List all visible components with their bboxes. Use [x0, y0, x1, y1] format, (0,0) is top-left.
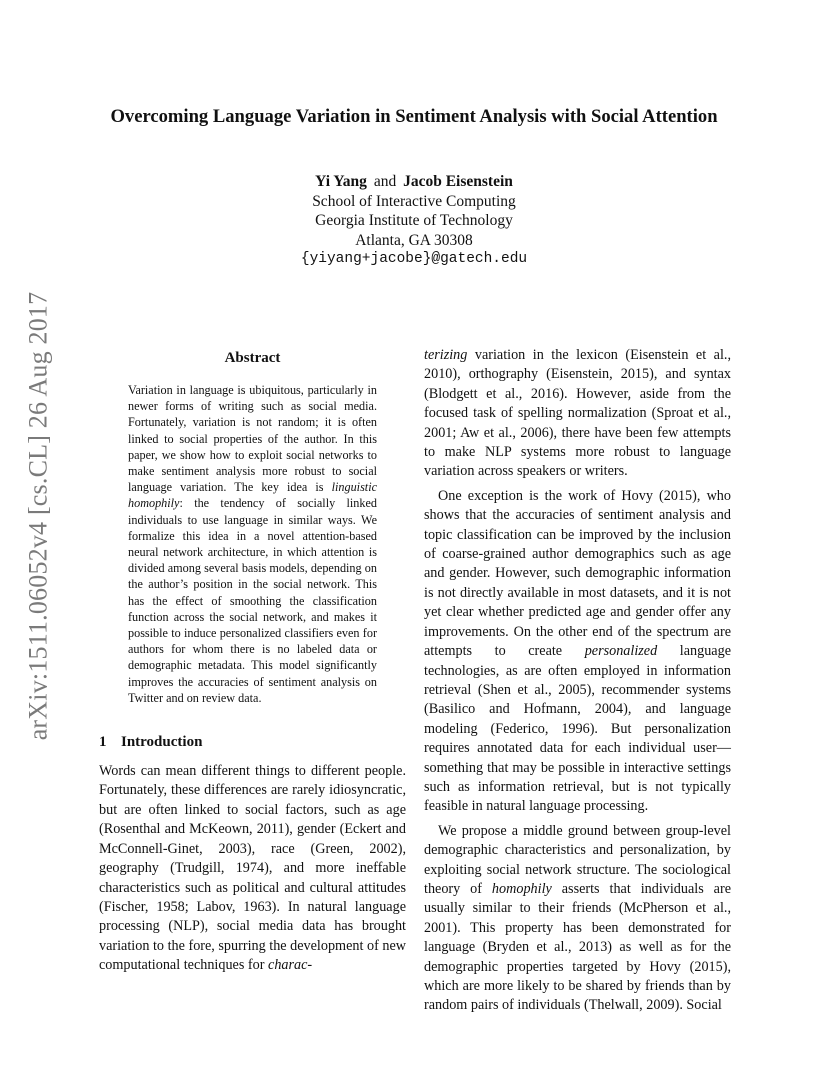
abstract-body: [128, 382, 377, 706]
intro-paragraph-2: [424, 487, 731, 817]
intro-paragraph-3: [424, 822, 731, 1016]
intro-p3-text-2: asserts that individuals are usually similar to their friends (McPherson et al., 2001). This property has been demonstrated for language (Bryden et al., 2013) as well as for the demographic properties targeted by Hovy (2015), which are more likely to be shared by friends than by random pairs of individuals (Thelwall, 2009). Social: [424, 880, 731, 1014]
intro-p3-text-1: We propose a middle ground between group-level demographic characteristics and personalization, by exploiting social network structure. The sociological theory of: [424, 822, 731, 897]
arxiv-identifier-stamp: [18, 287, 58, 745]
arxiv-identifier-text: arXiv:1511.06052v4 [cs.CL] 26 Aug 2017: [23, 291, 53, 741]
abstract-heading: Abstract: [224, 350, 281, 366]
affiliation-line-3: Atlanta, GA 30308: [355, 231, 473, 249]
intro-p2-emphasis: personalized: [584, 643, 658, 660]
affiliation-line-1: School of Interactive Computing: [312, 192, 516, 210]
author-names: [164, 172, 664, 192]
left-column: [99, 340, 406, 976]
intro-p1-cont-text: variation in the lexicon (Eisenstein et al., 2010), orthography (Eisenstein, 2015), and syntax (Blodgett et al., 2016). However, aside from the focused task of spelling normalization (Sproat et al., 2001; Aw et al., 2006), there have been few attempts to make NLP systems more robust to language variation across speakers or writers.: [424, 347, 731, 480]
intro-p2-text-2: language technologies, as are often employed in information retrieval (Shen et al., 2005), recommender systems (Basilico and Hofmann, 2004), and language modeling (Federico, 1996). But personalization requires annotated data for each individual user—something that may be possible in interactive settings such as information retrieval, but is not typically feasible in natural language processing.: [424, 643, 731, 815]
section-number: 1: [99, 734, 107, 751]
author-block: [164, 172, 664, 270]
intro-paragraph-1: [99, 762, 406, 975]
author-email: {yiyang+jacobe}@gatech.edu: [300, 251, 528, 268]
intro-p1-text: Words can mean different things to different people. Fortunately, these differences are rarely idiosyncratic, but are often linked to social factors, such as age (Rosenthal and McKeown, 2011), gender (Eckert and McConnell-Ginet, 2003), race (Green, 2002), geography (Trudgill, 1974), and more ineffable characteristics such as political and cultural attitudes (Fischer, 1958; Labov, 1963). In natural language processing (NLP), social media data has brought variation to the fore, spurring the development of new computational techniques for: [99, 763, 406, 974]
affiliation-line-2: Georgia Institute of Technology: [315, 212, 513, 230]
section-title: Introduction: [121, 734, 203, 751]
paper-title: Overcoming Language Variation in Sentiment Analysis with Social Attention: [110, 106, 718, 127]
author-name-1: Yi Yang: [315, 173, 367, 190]
section-heading-introduction: [99, 732, 406, 752]
intro-p3-emphasis: homophily: [491, 880, 552, 897]
author-name-2: Jacob Eisenstein: [403, 173, 513, 190]
author-conjunction: and: [373, 173, 397, 190]
abstract-emphasis: linguistic homophily: [128, 480, 377, 511]
intro-p1-emphasis: charac-: [268, 957, 313, 974]
intro-p1-cont-emphasis: terizing: [424, 347, 468, 363]
right-column: [424, 346, 731, 1016]
abstract-text-2: : the tendency of socially linked individuals to use language in similar ways. We formalize this idea in a novel attention-based neural network architecture, in which attention is divided among several basis models, depending on the author’s position in the social network. This has the effect of smoothing the classification function across the social network, and makes it possible to induce personalized classifiers even for authors for whom there is no labeled data or demographic metadata. This model significantly improves the accuracies of sentiment analysis on Twitter and on review data.: [128, 496, 377, 705]
intro-paragraph-1-continued: [424, 346, 731, 482]
abstract-text-1: Variation in language is ubiquitous, particularly in newer forms of writing such as social media. Fortunately, variation is not random; it is often linked to social properties of the author. In this paper, we show how to exploit social networks to make sentiment analysis more robust to social language variation. The key idea is: [128, 383, 377, 495]
intro-p2-text-1: One exception is the work of Hovy (2015), who shows that the accuracies of sentiment analysis and topic classification can be improved by the inclusion of coarse-grained author demographics such as age and gender. However, such demographic information is not directly available in most datasets, and it is not yet clear whether predicted age and gender offer any improvements. On the other end of the spectrum are attempts to create: [424, 487, 731, 660]
